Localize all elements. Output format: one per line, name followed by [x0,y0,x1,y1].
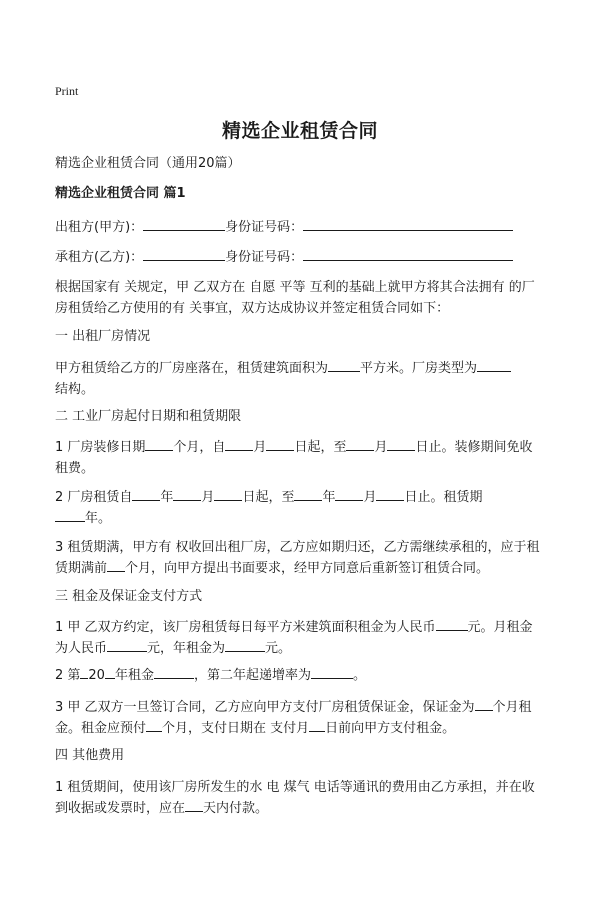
lessee-line [55,246,550,269]
page-title: 精选企业租赁合同 [221,120,378,142]
lessee-name-blank [143,246,225,261]
payment-day-blank [309,718,325,732]
lease-end-day-blank [376,487,404,501]
paragraph-1 [55,358,540,400]
p2-3-text-a: 3 租赁期满，甲方有 权收回出租厂房，乙方应如期归还，乙方需继续承租的，应于租赁期满前 [55,540,540,576]
first-year-rent-blank [154,665,194,679]
heading-3: 三 租金及保证金支付方式 [55,589,203,604]
p2-1-text-a: 1 厂房装修日期 [55,440,146,455]
p2-1-text-b: 个月，自 [173,440,226,455]
lease-start-day-blank [214,487,242,501]
daily-rent-blank [436,617,468,631]
paragraph-3-2 [55,665,540,686]
lessor-name-blank [143,216,225,231]
p2-2-text-h: 年。 [85,511,112,526]
p4-1-text-a: 1 租赁期间，使用该厂房所发生的水 电 煤气 电话等通讯的费用由乙方承担，并在收到收据或发票时，应在 [55,780,535,816]
p3-1-text-c: 元，年租金为 [147,641,226,656]
yearly-rent-blank [225,638,265,652]
p3-2-text-d: ，第二年起递增率为 [193,668,311,683]
lease-start-month-blank [173,487,201,501]
lessor-line [55,216,550,239]
p2-2-text-a: 2 厂房租赁自 [55,490,133,505]
p2-2-text-e: 年 [322,490,336,505]
lease-years-blank [55,508,85,522]
monthly-rent-blank [107,638,147,652]
p2-2-text-g: 日止。租赁期 [404,490,483,505]
p3-1-text-d: 元。 [265,641,292,656]
p2-1-text-c: 月 [253,440,267,455]
decor-start-month-blank [225,437,253,451]
heading-1: 一 出租厂房情况 [55,329,151,344]
decor-start-day-blank [266,437,294,451]
p3-3-text-a: 3 甲 乙双方一旦签订合同，乙方应向甲方支付厂房租赁保证金，保证金为 [55,700,475,715]
document-subtitle: 精选企业租赁合同（通用20篇） [55,156,241,171]
paragraph-2-3 [55,537,540,579]
paragraph-2-1 [55,437,540,479]
decor-end-month-blank [346,437,374,451]
p2-2-text-c: 月 [201,490,215,505]
lease-end-month-blank [335,487,363,501]
paragraph-2-2 [55,487,540,529]
decor-end-day-blank [387,437,415,451]
paragraph-4-1 [55,777,540,819]
lessee-id-blank [303,246,513,261]
lease-end-year-blank [294,487,322,501]
p2-1-text-e: 月 [374,440,388,455]
p3-2-text-e: 。 [352,668,366,683]
p3-2-text-c: 年租金 [114,668,154,683]
p3-2-year: 20 [88,668,105,683]
p3-1-text-b: 元。月租金为人民币 [55,620,533,656]
decor-months-blank [145,437,173,451]
p2-3-text-b: 个月，向甲方提出书面要求，经甲方同意后重新签订租赁合同。 [125,561,490,576]
p1-text-c: 结构。 [55,382,95,397]
lease-start-year-blank [132,487,160,501]
p1-text-b: 平方米。厂房类型为 [360,361,478,376]
p2-2-text-f: 月 [363,490,377,505]
p3-3-text-c: 个月，支付日期在 支付月 [162,721,310,736]
p3-3-text-b: 个月租金。租金应预付 [55,700,532,736]
area-blank [328,358,360,372]
heading-2: 二 工业厂房起付日期和租赁期限 [55,409,242,424]
paragraph-3-3 [55,697,540,739]
paragraph-3-1 [55,617,540,659]
p1-text-a: 甲方租赁给乙方的厂房座落在，租赁建筑面积为 [55,361,329,376]
p2-2-text-b: 年 [160,490,174,505]
p3-1-text-a: 1 甲 乙双方约定，该厂房租赁每日每平方米建筑面积租金为人民币 [55,620,436,635]
type-blank [477,358,511,372]
p2-1-text-f: 日止。装修期间免收租费。 [55,440,533,476]
lessor-id-blank [303,216,513,231]
lessor-id-label: 身份证号码： [225,220,304,235]
intro-paragraph: 根据国家有 关规定，甲 乙双方在 自愿 平等 互利的基础上就甲方将其合法拥有 的厂房租赁给乙方使用的有 关事宜，双方达成协议并签定租赁合同如下： [55,280,535,316]
p4-1-text-b: 天内付款。 [203,801,269,816]
lessor-label: 出租方(甲方)： [55,220,144,235]
p2-1-text-d: 日起，至 [294,440,347,455]
p2-2-text-d: 日起，至 [242,490,295,505]
print-label: Print [55,84,79,98]
year-suffix-blank [105,665,115,679]
lessee-id-label: 身份证号码： [225,250,304,265]
heading-4: 四 其他费用 [55,748,125,763]
prepay-months-blank [146,718,162,732]
section-title: 精选企业租赁合同 篇1 [55,186,186,201]
p3-2-text-a: 2 第 [55,668,81,683]
deposit-months-blank [475,697,493,711]
lessee-label: 承租方(乙方)： [55,250,144,265]
notice-months-blank [107,558,125,572]
payment-days-blank [185,798,203,812]
increase-rate-blank [311,665,353,679]
p3-3-text-d: 日前向甲方支付租金。 [325,721,456,736]
